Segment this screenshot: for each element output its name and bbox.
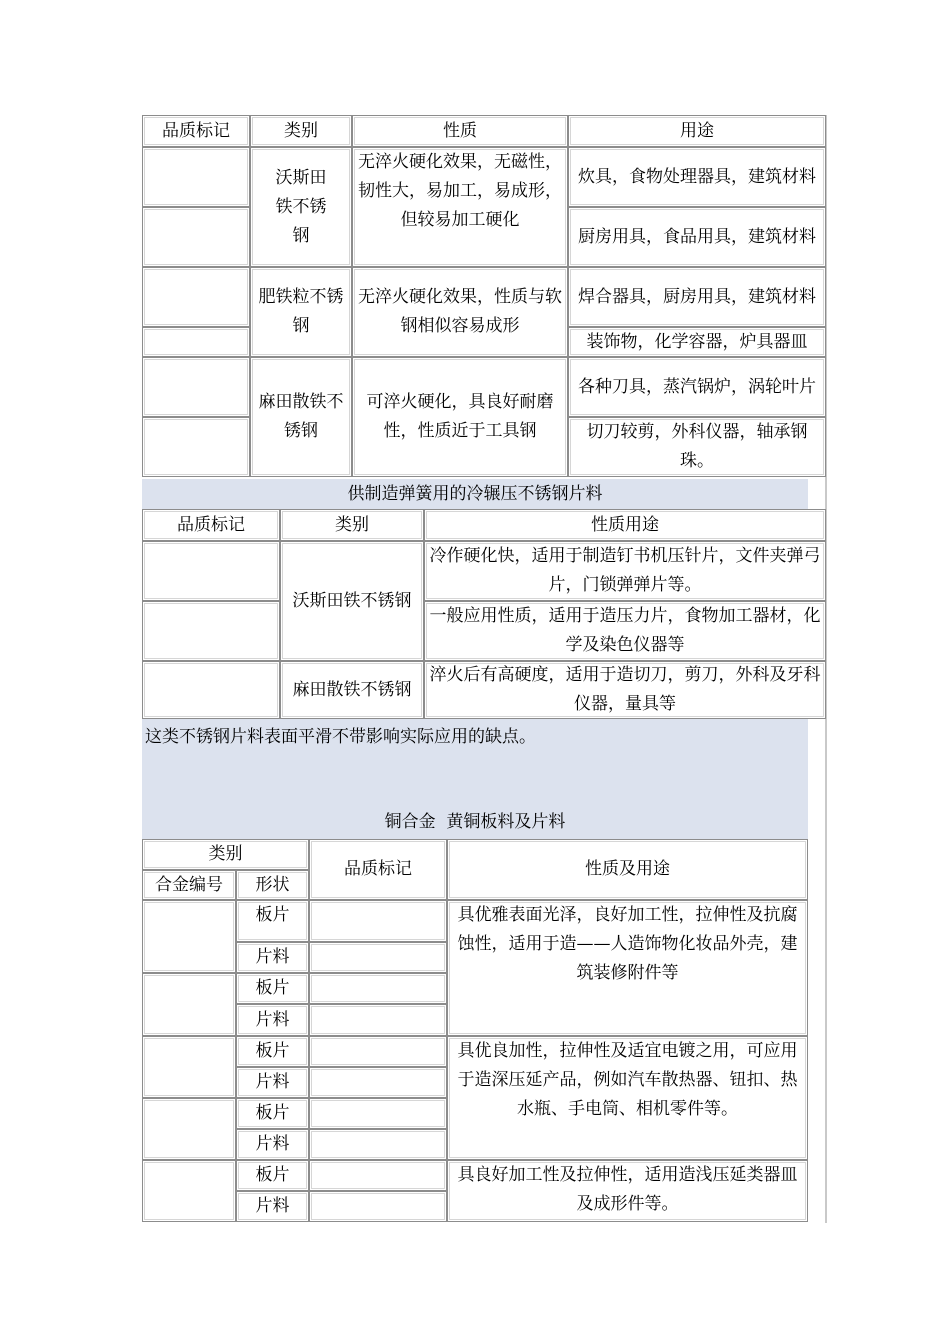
- property-use-cell: 具优良加性，拉伸性及适宜电镀之用，可应用于造深压延产品，例如汽车散热器、钮扣、热水瓶、手电筒、相机零件等。: [447, 1036, 808, 1160]
- property-use-cell: 具良好加工性及拉伸性，适用造浅压延类器皿及成形件等。: [447, 1160, 808, 1222]
- header-grade: 品质标记: [142, 509, 280, 541]
- shape-cell: 板片: [236, 1098, 309, 1129]
- grade-cell: [142, 267, 250, 327]
- property-use-cell: 具优雅表面光泽，良好加工性，拉伸性及抗腐蚀性，适用于造——人造饰物化妆品外壳，建筑装修附件等: [447, 900, 808, 1036]
- alloy-number-cell: [142, 973, 236, 1036]
- use-cell: 各种刀具，蒸汽锅炉，涡轮叶片: [568, 357, 826, 417]
- header-category: 类别: [280, 509, 424, 541]
- use-cell: 切刀较剪，外科仪器，轴承钢珠。: [568, 417, 826, 477]
- header-category: 类别: [250, 115, 352, 147]
- shape-cell: 片料: [236, 1191, 309, 1222]
- section2-note: 这类不锈钢片料表面平滑不带影响实际应用的缺点。: [145, 727, 536, 747]
- grade-cell: [309, 1160, 447, 1191]
- grade-cell: [309, 1191, 447, 1222]
- grade-cell: [142, 541, 280, 601]
- use-cell: 装饰物，化学容器，炉具器皿: [568, 327, 826, 357]
- shape-cell: 片料: [236, 942, 309, 973]
- category-cell: 沃斯田铁不锈钢: [250, 147, 352, 267]
- section2-title: 供制造弹簧用的冷辗压不锈钢片料: [347, 484, 603, 504]
- grade-cell: [309, 1129, 447, 1160]
- grade-cell: [309, 1098, 447, 1129]
- property-use-cell: 淬火后有高硬度，适用于造切刀，剪刀，外科及牙科仪器，量具等: [424, 661, 826, 719]
- grade-cell: [142, 357, 250, 417]
- shape-cell: 板片: [236, 1036, 309, 1067]
- grade-cell: [309, 1036, 447, 1067]
- property-cell: 无淬火硬化效果，无磁性，韧性大，易加工，易成形，但较易加工硬化: [352, 147, 568, 267]
- category-cell: 沃斯田铁不锈钢: [280, 541, 424, 661]
- header-grade: 品质标记: [142, 115, 250, 147]
- header-shape: 形状: [236, 870, 309, 900]
- use-cell: 厨房用具，食品用具，建筑材料: [568, 207, 826, 267]
- shape-cell: 板片: [236, 973, 309, 1004]
- grade-cell: [142, 327, 250, 357]
- property-use-cell: 一般应用性质，适用于造压力片，食物加工器材，化学及染色仪器等: [424, 601, 826, 661]
- grade-cell: [309, 1004, 447, 1036]
- property-cell: 可淬火硬化，具良好耐磨性，性质近于工具钢: [352, 357, 568, 477]
- section3-title: 铜合金 黄铜板料及片料: [384, 812, 566, 832]
- header-property-use: 性质用途: [424, 509, 826, 541]
- shape-cell: 片料: [236, 1067, 309, 1098]
- category-cell: 麻田散铁不锈钢: [250, 357, 352, 477]
- category-cell: 麻田散铁不锈钢: [280, 661, 424, 719]
- alloy-number-cell: [142, 1036, 236, 1098]
- use-cell: 焊合器具，厨房用具，建筑材料: [568, 267, 826, 327]
- grade-cell: [142, 601, 280, 661]
- header-use: 用途: [568, 115, 826, 147]
- header-property: 性质: [352, 115, 568, 147]
- header-grade: 品质标记: [309, 839, 447, 900]
- use-cell: 炊具，食物处理器具，建筑材料: [568, 147, 826, 207]
- alloy-number-cell: [142, 900, 236, 973]
- grade-cell: [309, 973, 447, 1004]
- grade-cell: [309, 1067, 447, 1098]
- shape-cell: 片料: [236, 1129, 309, 1160]
- property-use-cell: 冷作硬化快，适用于制造钉书机压针片，文件夹弹弓片，门锁弹弹片等。: [424, 541, 826, 601]
- header-property-use: 性质及用途: [447, 839, 808, 900]
- shape-cell: 板片: [236, 900, 309, 942]
- grade-cell: [142, 417, 250, 477]
- shape-cell: 板片: [236, 1160, 309, 1191]
- header-category: 类别: [142, 839, 309, 870]
- grade-cell: [142, 661, 280, 719]
- grade-cell: [142, 147, 250, 207]
- grade-cell: [142, 207, 250, 267]
- alloy-number-cell: [142, 1160, 236, 1222]
- header-alloy-number: 合金编号: [142, 870, 236, 900]
- shape-cell: 片料: [236, 1004, 309, 1036]
- grade-cell: [309, 942, 447, 973]
- grade-cell: [309, 900, 447, 942]
- category-cell: 肥铁粒不锈钢: [250, 267, 352, 357]
- property-cell: 无淬火硬化效果，性质与软钢相似容易成形: [352, 267, 568, 357]
- alloy-number-cell: [142, 1098, 236, 1160]
